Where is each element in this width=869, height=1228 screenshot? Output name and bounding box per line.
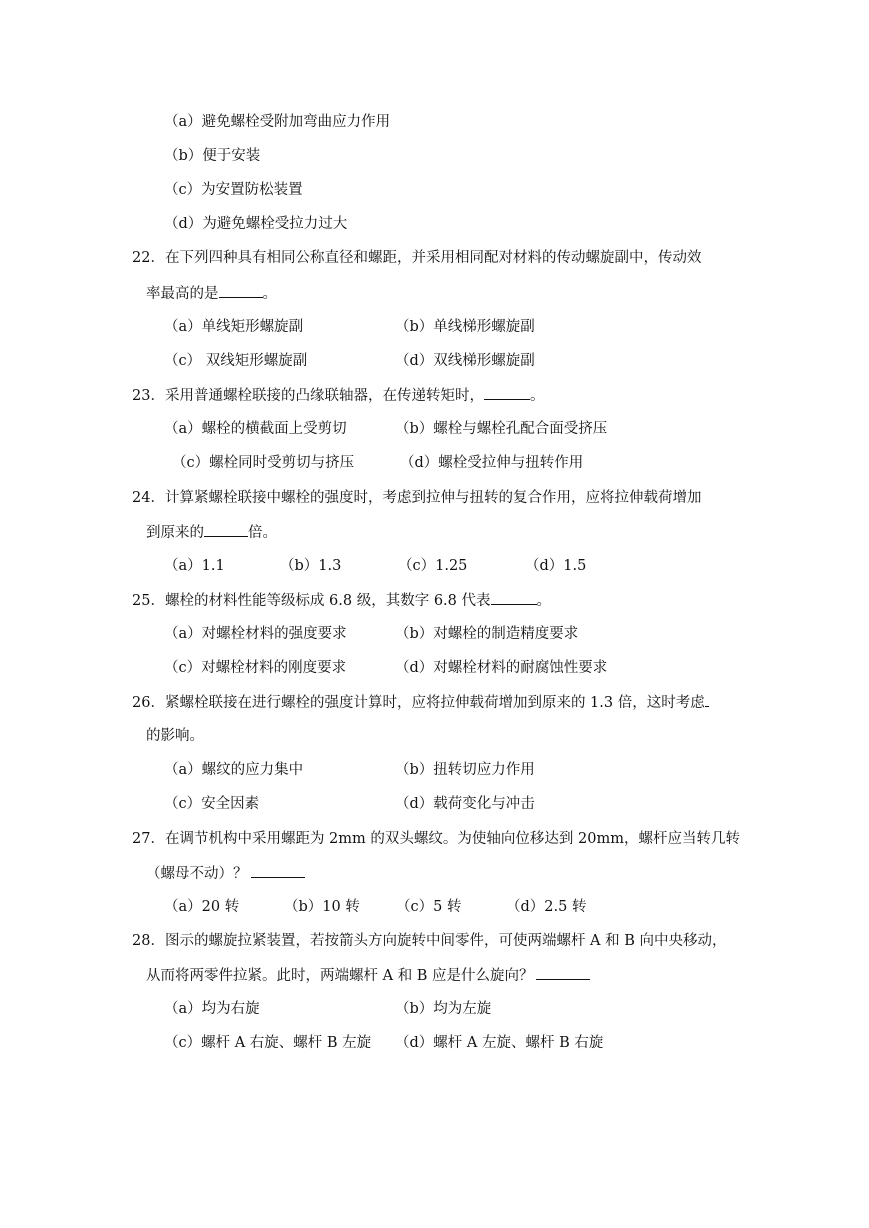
- q24-option-a: （a）1.1: [164, 558, 225, 574]
- q21-option-d: （d）为避免螺栓受拉力过大: [164, 216, 348, 232]
- q22-option-d: （d）双线梯形螺旋副: [395, 353, 535, 369]
- q21-option-a: （a）避免螺栓受附加弯曲应力作用: [164, 114, 391, 130]
- q22-stem-text: 率最高的是: [146, 286, 219, 302]
- q25-stem-line1: [132, 590, 551, 611]
- q27-option-c: （c）5 转: [396, 899, 462, 915]
- q24-stem-line2: [146, 522, 277, 543]
- q26-stem-line2: 的影响。: [146, 728, 204, 744]
- q27-option-d: （d）2.5 转: [506, 899, 587, 915]
- q25-option-c: （c）对螺栓材料的刚度要求: [164, 660, 347, 676]
- q26-answer-blank: [705, 692, 709, 707]
- q27-stem-line1: 27．在调节机构中采用螺距为 2mm 的双头螺纹。为使轴向位移达到 20mm，螺杆应当转几转: [132, 831, 740, 847]
- q22-stem-line1: 22．在下列四种具有相同公称直径和螺距，并采用相同配对材料的传动螺旋副中，传动效: [132, 250, 702, 266]
- q23-stem-line1: [132, 385, 544, 406]
- q28-option-d: （d）螺杆 A 左旋、螺杆 B 右旋: [395, 1035, 604, 1051]
- q27-stem-text: （螺母不动）？: [146, 866, 248, 882]
- q28-stem-text: 从而将两零件拉紧。此时，两端螺杆 A 和 B 应是什么旋向？: [146, 968, 534, 984]
- q24-stem-line1: 24．计算紧螺栓联接中螺栓的强度时，考虑到拉伸与扭转的复合作用，应将拉伸载荷增加: [132, 490, 702, 506]
- q22-option-b: （b）单线梯形螺旋副: [395, 319, 535, 335]
- q22-answer-blank: [219, 283, 263, 298]
- q25-option-d: （d）对螺栓材料的耐腐蚀性要求: [395, 660, 608, 676]
- q24-option-d: （d）1.5: [525, 558, 587, 574]
- q27-option-b: （b）10 转: [284, 899, 360, 915]
- q21-option-b: （b）便于安装: [164, 148, 261, 164]
- q23-option-a: （a）螺栓的横截面上受剪切: [164, 421, 347, 437]
- q24-option-b: （b）1.3: [280, 558, 342, 574]
- q27-answer-blank: [251, 863, 305, 878]
- q25-option-a: （a）对螺栓材料的强度要求: [164, 626, 347, 642]
- q26-option-d: （d）载荷变化与冲击: [395, 796, 535, 812]
- q26-stem-line1: [132, 692, 709, 713]
- q25-stem-end: 。: [536, 593, 552, 609]
- q28-stem-line1: 28．图示的螺旋拉紧装置，若按箭头方向旋转中间零件，可使两端螺杆 A 和 B 向中央移动，: [132, 933, 727, 949]
- q25-answer-blank: [491, 590, 537, 605]
- q24-stem-text: 到原来的: [146, 525, 204, 541]
- q23-option-d: （d）螺栓受拉伸与扭转作用: [400, 455, 584, 471]
- q26-option-b: （b）扭转切应力作用: [395, 762, 535, 778]
- q23-option-c: （c）螺栓同时受剪切与挤压: [172, 455, 355, 471]
- q23-answer-blank: [484, 385, 530, 400]
- q22-option-c: （c） 双线矩形螺旋副: [164, 353, 308, 369]
- q28-option-b: （b）均为左旋: [395, 1001, 492, 1017]
- q26-option-a: （a）螺纹的应力集中: [164, 762, 304, 778]
- q24-stem-end: 倍。: [248, 525, 277, 541]
- q26-option-c: （c）安全因素: [164, 796, 260, 812]
- q28-option-c: （c）螺杆 A 右旋、螺杆 B 左旋: [164, 1035, 372, 1051]
- q27-option-a: （a）20 转: [164, 899, 240, 915]
- q28-option-a: （a）均为右旋: [164, 1001, 260, 1017]
- q21-option-c: （c）为安置防松装置: [164, 182, 303, 198]
- q22-stem-line2: [146, 283, 277, 304]
- q28-answer-blank: [536, 965, 590, 980]
- q27-stem-line2: [146, 863, 305, 884]
- q23-option-b: （b）螺栓与螺栓孔配合面受挤压: [395, 421, 608, 437]
- q22-option-a: （a）单线矩形螺旋副: [164, 319, 304, 335]
- q22-stem-end: 。: [262, 286, 277, 302]
- q23-stem-text: 23．采用普通螺栓联接的凸缘联轴器，在传递转矩时，: [132, 388, 484, 404]
- q25-option-b: （b）对螺栓的制造精度要求: [395, 626, 579, 642]
- q24-option-c: （c）1.25: [398, 558, 468, 574]
- q28-stem-line2: [146, 965, 590, 986]
- q24-answer-blank: [204, 522, 248, 537]
- q26-stem-text: 26．紧螺栓联接在进行螺栓的强度计算时，应将拉伸载荷增加到原来的 1.3 倍，这时考虑: [132, 695, 705, 711]
- q25-stem-text: 25．螺栓的材料性能等级标成 6.8 级，其数字 6.8 代表: [132, 593, 491, 609]
- q23-stem-end: 。: [529, 388, 545, 404]
